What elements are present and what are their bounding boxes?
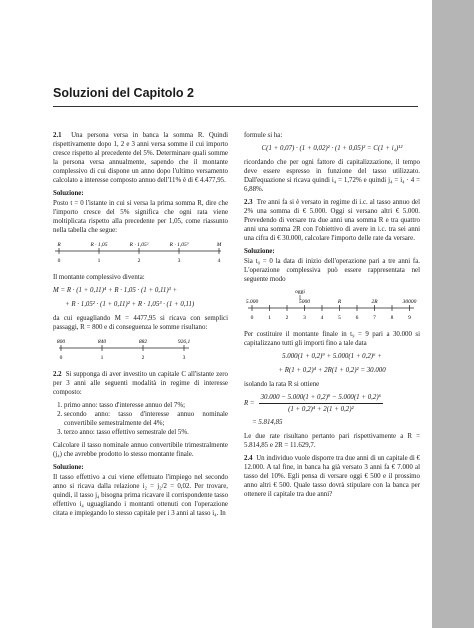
solution-text: Le due rate risultano pertanto pari rispettivamente a R = 5.814,85 e 2R = 11.629,7. xyxy=(244,433,420,449)
timeline-amount-label: R · 1,05 xyxy=(90,242,108,248)
equation-tasso: C(1 + 0,07) · (1 + 0,02)² · (1 + 0,05)² = C(1 + i₄)¹² xyxy=(261,145,403,152)
equation-montante-1: M = R · (1 + 0,11)⁴ + R · 1,05 · (1 + 0,11)³ + xyxy=(53,287,178,294)
solution-text: ricordando che per ogni fattore di capitalizzazione, il tempo deve essere espresso in funzione del tasso utilizzato. Dall'equazione si ricava quindi i₄ = 1,72% e quindi j₄ = i₄ · 4 = 6,88%. xyxy=(244,159,420,193)
fraction: $\frac{\text{30.000 − 5.000(1 + 0,2)⁹ − 5.000(1 + 0,2)⁶}}{\text{(1 + 0,2)⁴ + 2(1 + 0,2)²}}$ xyxy=(260,394,382,413)
timeline-amount-label: M xyxy=(216,242,222,248)
solution-label: Soluzione: xyxy=(53,190,84,197)
timeline-date-label: 1 xyxy=(97,258,101,264)
exercise-2-1: 2.1 Una persona versa in banca la somma R. Quindi rispettivamente dopo 1, 2 e 3 anni versa somme il cui importo cresce rispetto al precedente del 5%. Determinare quali somme la persona versa annualmente, sapendo che il montante complessivo di cui dispone un anno dopo l'ultimo versamento calcolato a interesse composto annuo dell'11% è di € 4.477,95. xyxy=(53,132,228,184)
timeline-date-label: 8 xyxy=(390,315,394,321)
equation-rata: R = $\frac{\text{30.000 − 5.000(1 + 0,2)⁹ − 5.000(1 + 0,2)⁶}}{\text{(1 + 0,2)⁴ + 2(1 + 0,2)²}}$ xyxy=(244,394,382,413)
timeline-amount-label: 5000 xyxy=(299,299,310,305)
timeline-date-label: 2 xyxy=(141,355,145,361)
solution-text: Il montante complessivo diventa: xyxy=(53,274,145,281)
timeline-date-label: 1 xyxy=(100,355,104,361)
timeline-amount-label: 882 xyxy=(138,339,148,345)
exercise-text: Calcolare il tasso nominale annuo convertibile trimestralmente (j₄) che avrebbe prodotto lo stesso montante finale. xyxy=(53,442,228,458)
equation-capitalizzazione-2: + R(1 + 0,2)⁴ + 2R(1 + 0,2)² = 30.000 xyxy=(278,367,386,374)
exercise-2-4: 2.4 Un individuo vuole disporre tra due anni di un capitale di € 12.000. A tal fine, in banca ha già versato 3 anni fa € 7.000 al tasso del 10%. Egli pensa di versare oggi € 500 e il prossimo anno altri € 500. Quale tasso dovrà stipulare con la banca per ottenere il capitale tra due anni? xyxy=(244,455,421,498)
timeline-payments xyxy=(53,239,228,267)
list-item: 2. secondo anno: tasso d'interesse annuo nominale convertibile semestralmente del 4%; xyxy=(64,410,228,428)
rate-list xyxy=(53,401,228,437)
timeline-date-label: 1 xyxy=(268,315,271,321)
solution-text: Per costituire il montante finale in t₉ = 9 pari a 30.000 si capitalizzano tutti gli importi fino a tale data xyxy=(244,331,420,347)
solution-text: Sia t₀ = 0 la data di inizio dell'operazione pari a tre anni fa. L'operazione complessiva può essere rappresentata nel seguente modo xyxy=(244,258,420,283)
left-column xyxy=(53,131,228,522)
timeline-oggi-label: oggi xyxy=(295,289,305,295)
solution-text: isolando la rata R si ottiene xyxy=(244,381,320,388)
timeline-operazione xyxy=(244,288,420,324)
timeline-date-label: 3 xyxy=(303,315,306,321)
timeline-date-label: 2 xyxy=(137,258,141,264)
solution-text: Posto t = 0 l'istante in cui si versa la prima somma R, dire che l'importo cresce del 5% significa che ogni rata viene moltiplicata rispetto alla precedente per 1,05, come riassunto nella tabella che segue: xyxy=(53,200,228,234)
sidebar-strip xyxy=(432,0,474,628)
timeline-date-label: 4 xyxy=(320,315,324,321)
timeline-amount-label: 840 xyxy=(97,339,107,345)
right-column xyxy=(244,131,420,503)
timeline-date-label: 7 xyxy=(373,315,376,321)
list-item: 3. terzo anno: tasso effettivo semestrale del 5%. xyxy=(64,428,228,437)
exercise-2-2: 2.2 Si supponga di aver investito un capitale C all'istante zero per 3 anni alle seguenti modalità in regime di interesse composto: xyxy=(53,371,228,396)
exercise-2-3: 2.3 Tre anni fa si è versato in regime di i.c. al tasso annuo del 2% una somma di € 5.000. Oggi si versano altri € 5.000. Prevedendo di versare tra due anni una somma R e tra quattro anni una somma 2R con l'obiettivo di avere in i.c. tra sei anni una cifra di € 30.000, calcolare l'importo delle rate da versare. xyxy=(244,199,420,242)
equation-montante-2: + R · 1,05² · (1 + 0,11)² + R · 1,05³ · (1 + 0,11) xyxy=(65,301,195,308)
timeline-date-label: 3 xyxy=(177,258,181,264)
equation-capitalizzazione-1: 5.000(1 + 0,2)⁹ + 5.000(1 + 0,2)⁶ + xyxy=(282,353,382,360)
equation-result: = 5.814,85 xyxy=(252,419,283,426)
timeline-amount-label: 926,1 xyxy=(177,339,191,345)
timeline-date-label: 3 xyxy=(182,355,186,361)
list-item: 1. primo anno: tasso d'interesse annuo del 7%; xyxy=(64,401,228,410)
timeline-amount-label: R xyxy=(57,242,61,248)
title-rule xyxy=(53,106,418,107)
timeline-amount-label: 2R xyxy=(371,299,378,305)
solution-text: da cui eguagliando M = 4477,95 si ricava con semplici passaggi, R = 800 e di conseguenza le somme risultano: xyxy=(53,315,228,331)
solution-text: formule si ha: xyxy=(244,132,283,139)
timeline-date-label: 6 xyxy=(355,315,359,321)
solution-label: Soluzione: xyxy=(244,248,275,255)
timeline-amount-label: 30000 xyxy=(402,299,417,305)
timeline-date-label: 2 xyxy=(285,315,289,321)
chapter-title: Soluzioni del Capitolo 2 xyxy=(53,86,194,100)
timeline-date-label: 0 xyxy=(59,355,63,361)
timeline-amount-label: R xyxy=(337,299,342,305)
timeline-date-label: 0 xyxy=(57,258,61,264)
timeline-date-label: 9 xyxy=(408,315,411,321)
timeline-amount-label: R · 1,05³ xyxy=(169,242,189,248)
timeline-somme xyxy=(53,336,228,364)
timeline-date-label: 5 xyxy=(338,315,341,321)
solution-label: Soluzione: xyxy=(53,464,84,471)
timeline-date-label: 0 xyxy=(250,315,254,321)
timeline-date-label: 4 xyxy=(217,258,221,264)
timeline-amount-label: 5.000 xyxy=(245,299,259,305)
timeline-amount-label: R · 1,05² xyxy=(129,242,149,248)
solution-text: Il tasso effettivo a cui viene effettuato l'impiego nel secondo anno si ricava dalla relazione i₂ = j₂/2 = 0,02. Per trovare, quindi, il tasso j₄ bisogna prima ricavare il corrispondente tasso effettivo i₄ uguagliando i montanti ottenuti con l'operazione citata e impiegando lo stesso capitale per i 3 anni al tasso i₄. In xyxy=(53,474,229,517)
timeline-amount-label: 800 xyxy=(56,339,66,345)
